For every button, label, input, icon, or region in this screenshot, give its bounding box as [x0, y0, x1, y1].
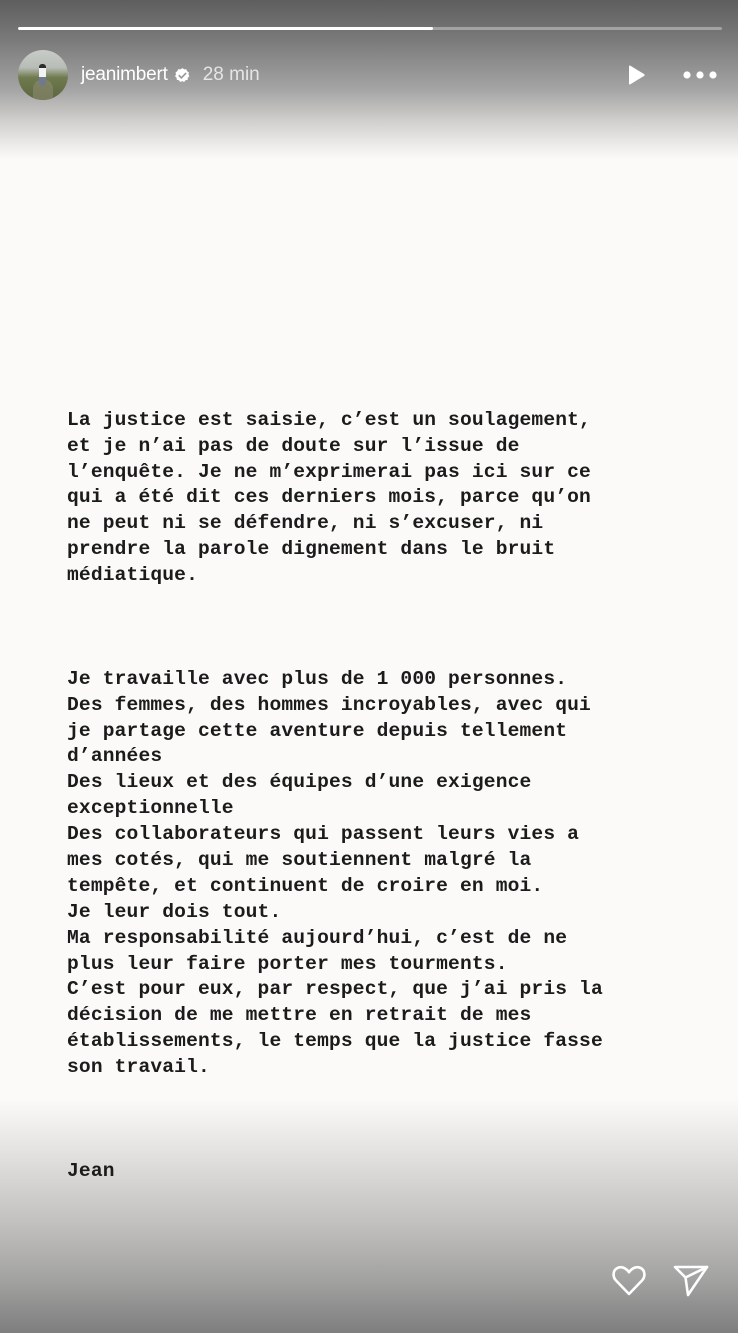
text-line: tempête, et continuent de croire en moi.: [67, 874, 544, 897]
text-line: d’années: [67, 745, 163, 768]
text-line: décision de me mettre en retrait de mes: [67, 1004, 532, 1027]
text-line: son travail.: [67, 1056, 210, 1079]
text-line: La justice est saisie, c’est un soulagement,: [67, 408, 591, 431]
story-text-message: [67, 356, 717, 1262]
text-line: Je leur dois tout.: [67, 900, 282, 923]
text-line: ne peut ni se défendre, ni s’excuser, ni: [67, 512, 544, 535]
post-timestamp: 28 min: [202, 64, 260, 85]
story-footer-actions: [610, 1262, 710, 1300]
paragraph-body: [67, 667, 717, 1081]
story-progress-fill: [18, 27, 433, 30]
text-line: Ma responsabilité aujourd’hui, c’est de ne: [67, 926, 568, 949]
avatar[interactable]: [18, 50, 68, 100]
text-line: Des collaborateurs qui passent leurs vies a: [67, 823, 580, 846]
text-line: Des femmes, des hommes incroyables, avec qui: [67, 693, 591, 716]
play-button[interactable]: [624, 63, 648, 87]
more-options-button[interactable]: [682, 63, 718, 87]
username[interactable]: jeanimbert: [81, 64, 168, 85]
text-line: prendre la parole dignement dans le bruit: [67, 538, 556, 561]
text-line: Je travaille avec plus de 1 000 personnes.: [67, 667, 568, 690]
text-line: Jean: [67, 1159, 115, 1182]
verified-badge-icon: [174, 67, 191, 84]
text-line: Des lieux et des équipes d’une exigence: [67, 771, 532, 794]
text-line: qui a été dit ces derniers mois, parce qu’on: [67, 486, 591, 509]
send-button[interactable]: [672, 1262, 710, 1300]
text-line: mes cotés, qui me soutiennent malgré la: [67, 848, 532, 871]
heart-icon: [611, 1265, 647, 1297]
signature: [67, 1159, 717, 1185]
text-line: et je n’ai pas de doute sur l’issue de: [67, 434, 520, 457]
story-progress-bar: [18, 27, 722, 30]
text-line: établissements, le temps que la justice fasse: [67, 1030, 603, 1053]
text-line: exceptionnelle: [67, 797, 234, 820]
text-line: médiatique.: [67, 564, 198, 587]
avatar-photo-figure: [39, 64, 46, 86]
text-line: l’enquête. Je ne m’exprimerai pas ici sur ce: [67, 460, 591, 483]
paragraph-intro: [67, 408, 717, 589]
story-header: [18, 50, 720, 100]
send-icon: [673, 1264, 709, 1298]
text-line: je partage cette aventure depuis tellement: [67, 719, 568, 742]
text-line: C’est pour eux, par respect, que j’ai pris la: [67, 978, 603, 1001]
play-icon: [626, 64, 646, 86]
more-horizontal-icon: [683, 71, 717, 79]
like-button[interactable]: [610, 1262, 648, 1300]
text-line: plus leur faire porter mes tourments.: [67, 952, 508, 975]
